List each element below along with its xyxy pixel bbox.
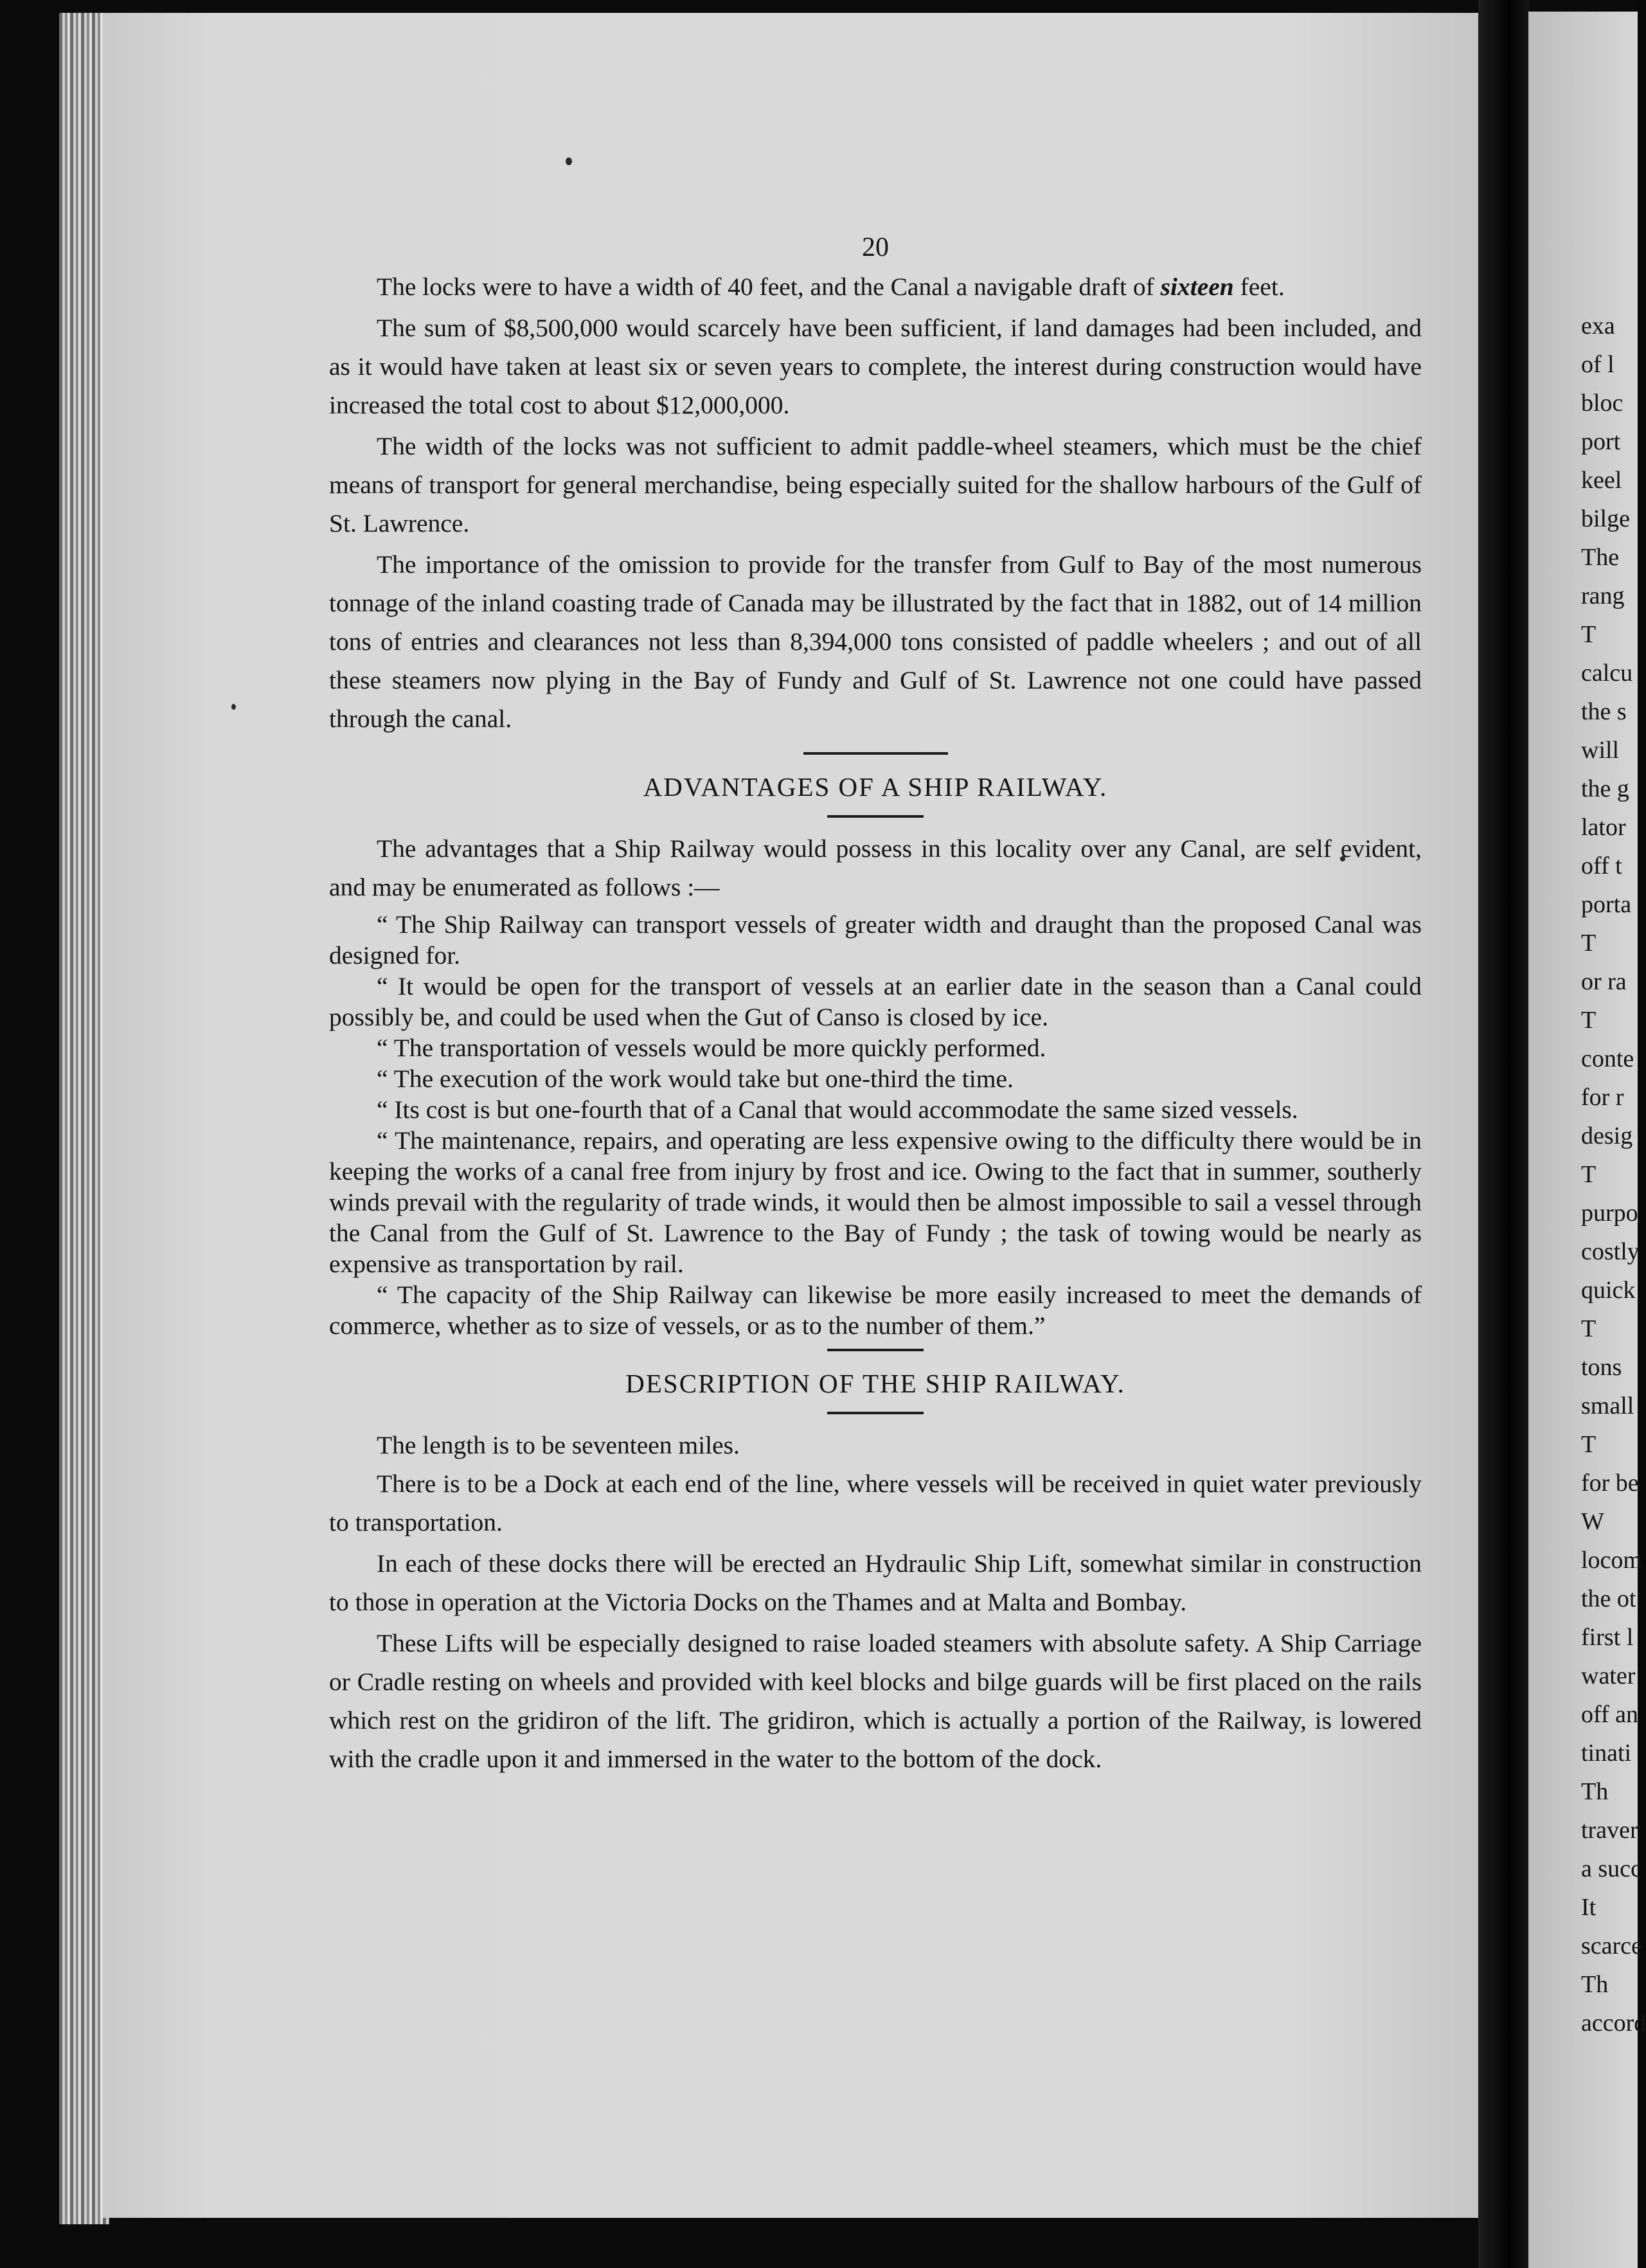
- list-item: “ The transportation of vessels would be more quickly performed.: [377, 1034, 1046, 1062]
- facing-page-fragment: lator: [1581, 814, 1626, 841]
- advantages-list: [329, 909, 1422, 1341]
- facing-page-fragment: desig: [1581, 1122, 1633, 1149]
- facing-page-fragment: calcu: [1581, 660, 1633, 687]
- text-run: feet.: [1233, 273, 1285, 301]
- facing-page-fragment: T: [1581, 1161, 1597, 1188]
- facing-page-fragment: conte: [1581, 1045, 1634, 1072]
- facing-page-fragment: T: [1581, 1431, 1597, 1458]
- list-item: “ The maintenance, repairs, and operating are less expensive owing to the difficulty there would be in keeping the works of a canal free from injury by frost and ice. Owing to the fact that in summer, southerly winds prevail with the regularity of trade winds, it would then be almost impossible to sail a vessel through the Canal from the Gulf of St. Lawrence to the Bay of Fundy ; the task of towing would be nearly as expensive as transportation by rail.: [329, 1126, 1422, 1278]
- facing-page-fragment: Th: [1581, 1971, 1609, 1998]
- paragraph: There is to be a Dock at each end of the line, where vessels will be received in quiet water previously to transportation.: [329, 1470, 1422, 1536]
- paragraph: The importance of the omission to provide for the transfer from Gulf to Bay of the most numerous tonnage of the inland coasting trade of Canada may be illustrated by the fact that in 1882, out of 14 million tons of entries and clearances not less than 8,394,000 tons consisted of paddle wheelers ; and out of all these steamers now plying in the Bay of Fundy and Gulf of St. Lawrence not one could have passed through the canal.: [329, 550, 1422, 733]
- list-item: “ The capacity of the Ship Railway can likewise be more easily increased to meet the demands of commerce, whether as to size of vessels, or as to the number of them.”: [329, 1281, 1422, 1340]
- paragraph: The advantages that a Ship Railway would possess in this locality over any Canal, are self evident, and may be enumerated as follows :—: [329, 834, 1422, 901]
- facing-page-fragment: purpo: [1581, 1200, 1638, 1227]
- facing-page: [1528, 12, 1646, 2268]
- facing-page-fragment: for r: [1581, 1084, 1624, 1111]
- list-item: “ Its cost is but one-fourth that of a Canal that would accommodate the same sized vessels.: [377, 1095, 1298, 1124]
- facing-page-fragment: bilge: [1581, 505, 1630, 532]
- book-gutter: [1478, 0, 1530, 2268]
- facing-page-fragment: accord: [1581, 2010, 1646, 2037]
- facing-page-fragment: costly: [1581, 1238, 1640, 1265]
- paragraph: These Lifts will be especially designed to raise loaded steamers with absolute safety. A Ship Carriage or Cradle resting on wheels and provided with keel blocks and bilge guards will be first placed on the rails which rest on the gridiron of the lift. The gridiron, which is actually a portion of the Railway, is lowered with the cradle upon it and immersed in the water to the bottom of the dock.: [329, 1629, 1422, 1773]
- facing-page-fragment: off an: [1581, 1701, 1638, 1728]
- paragraph: In each of these docks there will be erected an Hydraulic Ship Lift, somewhat similar in construction to those in operation at the Victoria Docks on the Thames and at Malta and Bombay.: [329, 1549, 1422, 1616]
- facing-page-fragment: T: [1581, 1007, 1597, 1034]
- facing-page-fragment: It: [1581, 1894, 1597, 1921]
- facing-page-fragment: keel: [1581, 467, 1622, 494]
- facing-page-fragment: T: [1581, 930, 1597, 957]
- facing-page-fragment: the ot: [1581, 1585, 1636, 1612]
- facing-page-fragment: port: [1581, 428, 1621, 455]
- page-number: 20: [862, 233, 889, 262]
- section-heading: ADVANTAGES OF A SHIP RAILWAY.: [643, 772, 1108, 802]
- paragraph: The length is to be seventeen miles.: [377, 1431, 740, 1459]
- list-item: “ It would be open for the transport of vessels at an earlier date in the season than a Canal could possibly be, and could be used when the Gut of Canso is closed by ice.: [329, 972, 1422, 1031]
- section-heading: DESCRIPTION OF THE SHIP RAILWAY.: [625, 1369, 1125, 1398]
- facing-page-fragment: quick: [1581, 1277, 1636, 1304]
- facing-page-fragment: scarce: [1581, 1932, 1642, 1959]
- facing-page-fragment: traver: [1581, 1817, 1638, 1844]
- ink-speck: [566, 158, 572, 165]
- facing-page-fragment: Th: [1581, 1778, 1609, 1805]
- facing-page-fragment: will: [1581, 737, 1620, 764]
- facing-page-fragment: locom: [1581, 1547, 1642, 1574]
- ink-speck: [231, 704, 236, 710]
- page-text: [329, 229, 1422, 1778]
- emphasis-text: sixteen: [1160, 273, 1234, 301]
- facing-page-fragment: the s: [1581, 698, 1627, 725]
- list-item: “ The execution of the work would take but one-third the time.: [377, 1065, 1014, 1093]
- paragraph: [329, 267, 1422, 306]
- facing-page-fragment: porta: [1581, 891, 1632, 918]
- facing-page-fragment: water: [1581, 1662, 1636, 1689]
- text-run: The locks were to have a width of 40 feet, and the Canal a navigable draft of: [377, 273, 1161, 301]
- facing-page-fragment: rang: [1581, 582, 1625, 609]
- facing-page-fragment: exa: [1581, 312, 1615, 339]
- section-rule: [803, 752, 948, 755]
- paragraph: The width of the locks was not sufficient to admit paddle-wheel steamers, which must be the chief means of transport for general merchandise, being especially suited for the shallow harbours of the Gulf of St. Lawrence.: [329, 432, 1422, 537]
- facing-page-fragment: W: [1581, 1508, 1604, 1535]
- section-rule: [827, 1349, 924, 1351]
- facing-page-fragment: a succ: [1581, 1855, 1642, 1882]
- facing-page-fragment: T: [1581, 621, 1597, 648]
- page-stack-edge: [59, 13, 109, 2224]
- facing-page-fragment: bloc: [1581, 390, 1624, 417]
- facing-page-fragment: off t: [1581, 852, 1622, 879]
- facing-page-fragment: tons: [1581, 1354, 1622, 1381]
- facing-page-fragment: the g: [1581, 775, 1629, 802]
- facing-page-fragment: tinati: [1581, 1740, 1632, 1767]
- facing-page-fragment: for be: [1581, 1470, 1639, 1497]
- facing-page-fragment: small: [1581, 1392, 1634, 1419]
- facing-page-fragment: The: [1581, 544, 1620, 571]
- list-item: “ The Ship Railway can transport vessels of greater width and draught than the proposed Canal was designed for.: [329, 910, 1422, 969]
- facing-page-fragment: of l: [1581, 351, 1615, 378]
- paragraph: The sum of $8,500,000 would scarcely have been sufficient, if land damages had been included, and as it would have taken at least six or seven years to complete, the interest during construction would have increased the total cost to about $12,000,000.: [329, 314, 1422, 419]
- facing-page-fragment: or ra: [1581, 968, 1627, 995]
- facing-page-fragment: first l: [1581, 1624, 1634, 1651]
- facing-page-fragment: T: [1581, 1315, 1597, 1342]
